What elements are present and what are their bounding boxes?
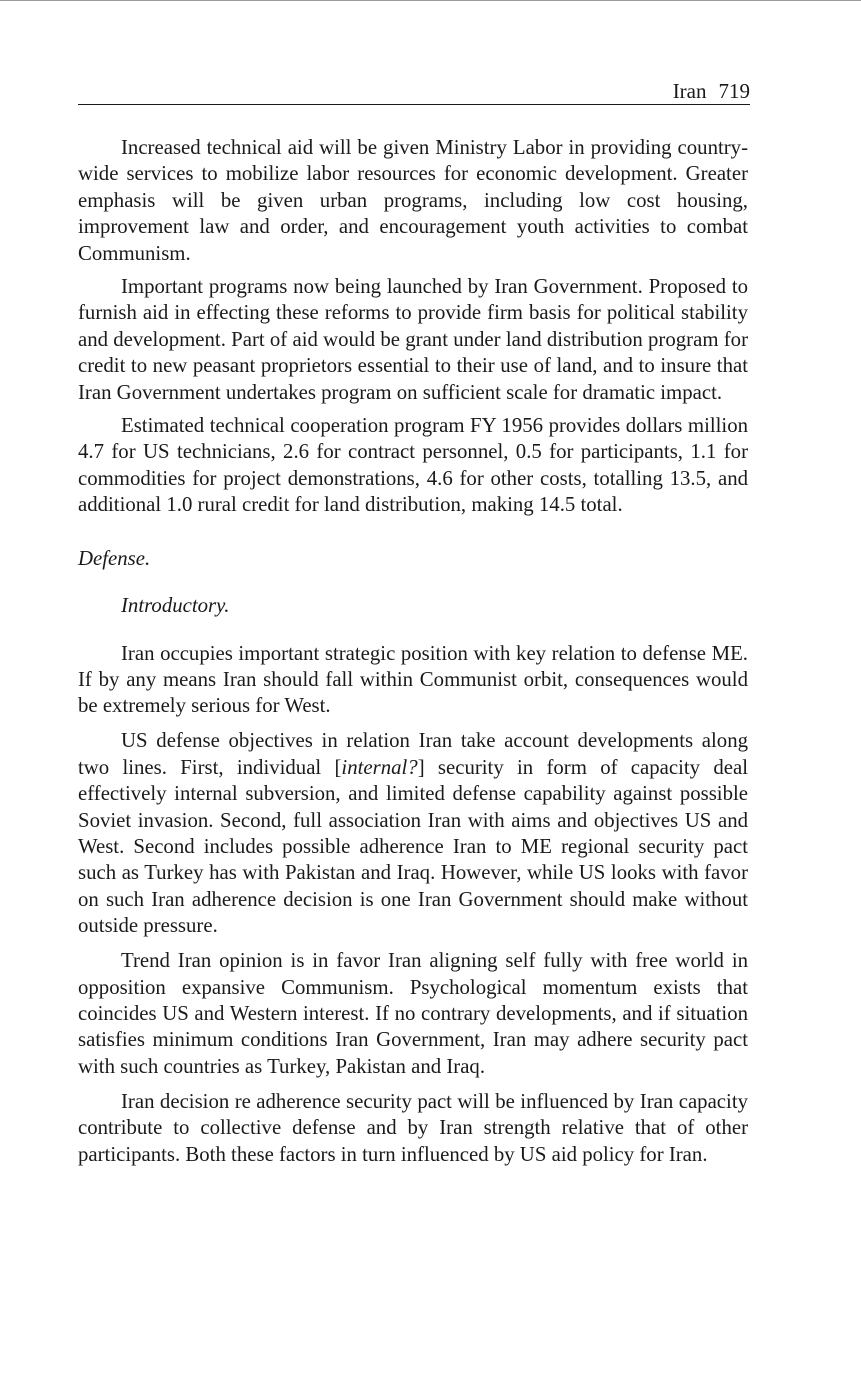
paragraph-technical-cooperation: Estimated technical cooperation program FY 1956 provides dollars million 4.7 for US technicians, 2.6 for contract personnel, 0.5 for participants, 1.1 for commodities for project demonstrations, 4.6 for other costs, totalling 13.5, and additional 1.0 rural credit for land distribution, making 14.5 total. — [78, 414, 748, 517]
defense-objectives-text-end: ] security in form of capacity deal effectively internal subversion, and limited defense capability against possible Soviet invasion. Second, full association Iran with aims and objectives US and West. Second includes possible adherence Iran to ME regional security pact such as Turkey has with Pakistan and Iraq. However, while US looks with favor on such Iran adherence decision is one Iran Government should make without outside pressure. — [78, 755, 748, 938]
paragraph-strategic-position: Iran occupies important strategic position with key relation to defense ME. If by any means Iran should fall within Communist orbit, consequences would be extremely serious for West. — [78, 641, 748, 718]
editorial-insertion: internal? — [341, 755, 418, 779]
subsection-heading-introductory: Introductory. — [121, 594, 230, 618]
page-body — [78, 135, 748, 1177]
paragraph-pact-decision: Iran decision re adherence security pact will be influenced by Iran capacity contribute to collective defense and by Iran strength relative that of other participants. Both these factors in turn influenced by US aid policy for Iran. — [78, 1089, 748, 1166]
paragraph-reform-programs: Important programs now being launched by Iran Government. Proposed to furnish aid in effecting these reforms to provide firm basis for political stability and development. Part of aid would be grant under land distribution program for credit to new peasant proprietors essential to their use of land, and to insure that Iran Government undertakes program on sufficient scale for dramatic impact. — [78, 275, 748, 404]
defense-objectives-text-start: US defense objectives in relation Iran take account developments along two lines. First, individual [ — [78, 729, 748, 779]
page-number: 719 — [718, 79, 750, 103]
section-heading-defense: Defense. — [78, 546, 151, 570]
paragraph-iran-opinion: Trend Iran opinion is in favor Iran aligning self fully with free world in opposition expansive Communism. Psychological momentum exists that coincides US and Western interest. If no contrary developments, and if situation satisfies minimum conditions Iran Government, Iran may adhere security pact with such countries as Turkey, Pakistan and Iraq. — [78, 949, 748, 1078]
paragraph-labor-aid: Increased technical aid will be given Ministry Labor in providing country-wide services to mobilize labor resources for economic development. Greater emphasis will be given urban programs, including low cost housing, improvement law and order, and encouragement youth activities to combat Communism. — [78, 136, 748, 265]
paragraph-defense-objectives — [78, 728, 748, 939]
running-title: Iran — [672, 79, 707, 103]
page-top-edge — [0, 0, 861, 1]
running-header — [78, 78, 750, 105]
